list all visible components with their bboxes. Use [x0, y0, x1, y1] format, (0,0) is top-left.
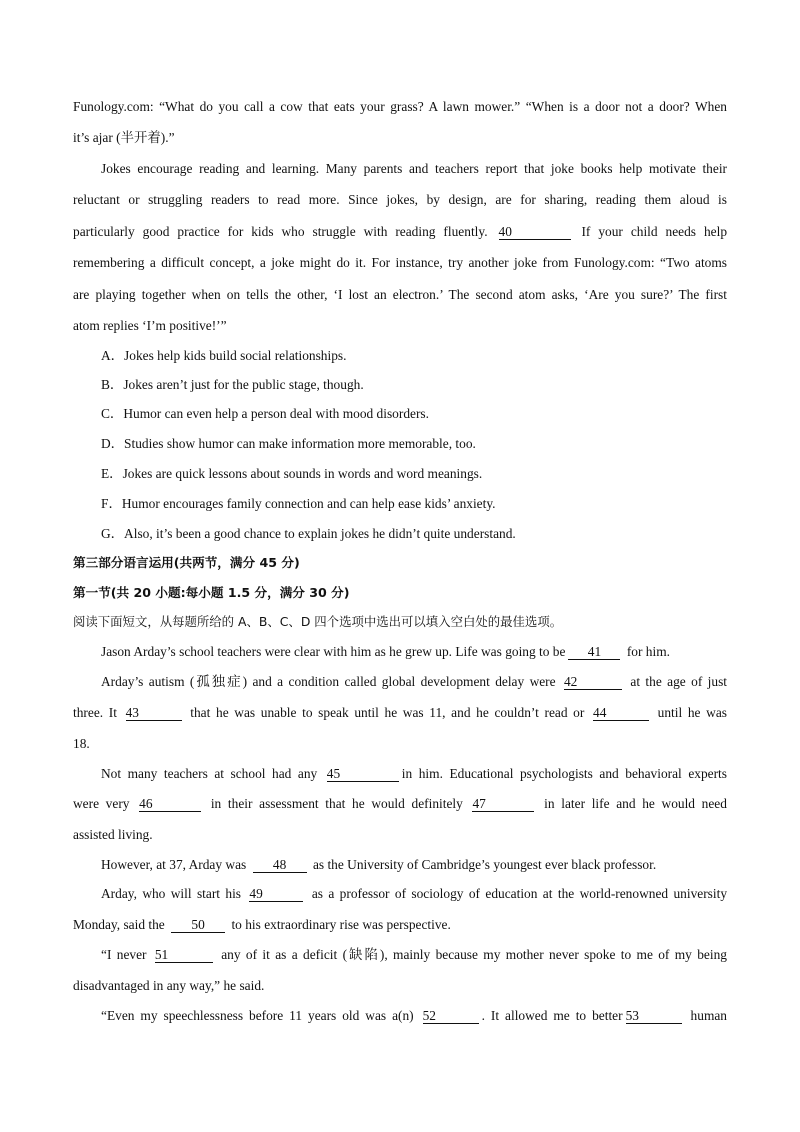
answer-blank-42[interactable]: 42 [564, 674, 622, 690]
answer-blank-49[interactable]: 49 [249, 886, 303, 902]
cloze-text: However, at 37, Arday was [101, 857, 247, 872]
cloze-text: “Even my speechlessness before 11 years old was a(n) [101, 1008, 414, 1023]
answer-blank-40[interactable]: 40 [499, 224, 571, 240]
cloze-line [101, 672, 727, 692]
passage-line: Jokes encourage reading and learning. Many parents and teachers report that joke books help motivate their [101, 161, 727, 176]
cloze-text: Jason Arday’s school teachers were clear with him as he grew up. Life was going to be [101, 644, 566, 659]
answer-blank-53[interactable]: 53 [626, 1008, 682, 1024]
cloze-text: that he was unable to speak until he was 11, and he couldn’t read or [190, 705, 585, 720]
cloze-text: Monday, said the [73, 917, 165, 932]
passage-line [73, 222, 727, 242]
answer-blank-50[interactable]: 50 [171, 917, 225, 933]
option-d: D．Studies show humor can make information more memorable, too. [101, 436, 476, 451]
cloze-text: Arday’s autism (孤独症) and a condition called global development delay were [101, 674, 556, 689]
answer-blank-52[interactable]: 52 [423, 1008, 479, 1024]
option-a: A．Jokes help kids build social relationships. [101, 348, 347, 363]
option-e: E．Jokes are quick lessons about sounds in words and word meanings. [101, 466, 483, 481]
passage-line: are playing together when on tells the other, ‘I lost an electron.’ The second atom asks, ‘Are you sure?’ The first [73, 287, 727, 302]
cloze-text: . It allowed me to better [481, 1008, 623, 1023]
cloze-text: three. It [73, 705, 117, 720]
cloze-text: to his extraordinary rise was perspective. [231, 917, 451, 932]
cloze-line [101, 642, 727, 662]
cloze-text: were very [73, 796, 130, 811]
option-b: B．Jokes aren’t just for the public stage, though. [101, 377, 364, 392]
cloze-text: human [690, 1008, 727, 1023]
cloze-text: in later life and he would need [544, 796, 727, 811]
passage-line: atom replies ‘I’m positive!’” [73, 318, 227, 333]
cloze-line [101, 945, 727, 965]
option-f: F．Humor encourages family connection and can help ease kids’ anxiety. [101, 496, 496, 511]
passage-line: remembering a difficult concept, a joke might do it. For instance, try another joke from Funology.com: “Two atoms [73, 255, 727, 270]
answer-blank-48[interactable]: 48 [253, 857, 307, 873]
passage-line: Funology.com: “What do you call a cow that eats your grass? A lawn mower.” “When is a door not a door? When [73, 99, 727, 114]
cloze-text: as a professor of sociology of education at the world-renowned university [311, 886, 728, 901]
cloze-line [101, 884, 727, 904]
cloze-line [101, 1006, 727, 1026]
passage-line: reluctant or struggling readers to read more. Since jokes, by design, are for sharing, reading them aloud is [73, 192, 727, 207]
cloze-line [73, 703, 727, 723]
cloze-text: “I never [101, 947, 147, 962]
option-g: G．Also, it’s been a good chance to explain jokes he didn’t quite understand. [101, 526, 516, 541]
cloze-line [101, 764, 727, 784]
cloze-text: for him. [626, 644, 670, 659]
passage-text: particularly good practice for kids who struggle with reading fluently. [73, 224, 488, 239]
cloze-text: Not many teachers at school had any [101, 766, 318, 781]
answer-blank-45[interactable]: 45 [327, 766, 399, 782]
answer-blank-44[interactable]: 44 [593, 705, 649, 721]
cloze-text: until he was [657, 705, 727, 720]
cloze-line [73, 915, 727, 935]
passage-text: If your child needs help [581, 224, 728, 239]
cloze-line: assisted living. [73, 827, 153, 842]
cloze-text: as the University of Cambridge’s youngest ever black professor. [312, 857, 657, 872]
section-instruction: 阅读下面短文，从每题所给的 A、B、C、D 四个选项中选出可以填入空白处的最佳选项。 [73, 614, 563, 629]
cloze-line [73, 794, 727, 814]
answer-blank-43[interactable]: 43 [126, 705, 182, 721]
cloze-text: in their assessment that he would definitely [210, 796, 463, 811]
cloze-line: 18. [73, 736, 90, 751]
cloze-text: any of it as a deficit (缺陷), mainly because my mother never spoke to me of my being [221, 947, 727, 962]
section-subheading: 第一节(共 20 小题:每小题 1.5 分，满分 30 分) [73, 585, 350, 600]
option-c: C．Humor can even help a person deal with mood disorders. [101, 406, 429, 421]
cloze-text: at the age of just [630, 674, 728, 689]
passage-line: it’s ajar (半开着).” [73, 130, 175, 145]
section-heading: 第三部分语言运用(共两节，满分 45 分) [73, 555, 300, 570]
cloze-text: in him. Educational psychologists and behavioral experts [401, 766, 727, 781]
answer-blank-51[interactable]: 51 [155, 947, 213, 963]
cloze-line: disadvantaged in any way,” he said. [73, 978, 265, 993]
cloze-text: Arday, who will start his [101, 886, 242, 901]
cloze-line [101, 855, 727, 875]
answer-blank-41[interactable]: 41 [568, 644, 620, 660]
answer-blank-47[interactable]: 47 [472, 796, 534, 812]
answer-blank-46[interactable]: 46 [139, 796, 201, 812]
